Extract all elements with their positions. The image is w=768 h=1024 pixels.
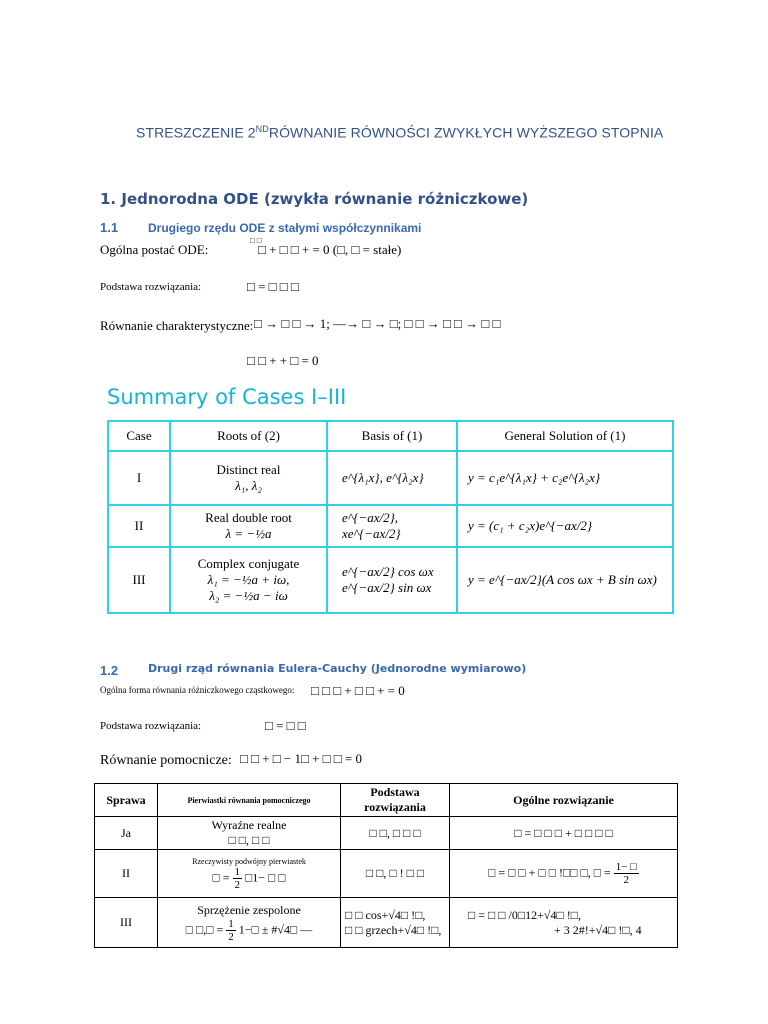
summary-heading: Summary of Cases I–III <box>107 385 347 409</box>
general-form-fraction-top: □ □ <box>250 236 262 245</box>
roots-lhs: □ = <box>212 869 230 884</box>
aux-eq-label: Równanie pomocnicze: <box>100 753 232 768</box>
roots-fraction <box>226 918 236 943</box>
header-solution: Ogólne rozwiązanie <box>450 784 678 817</box>
header-case: Case <box>108 421 170 451</box>
solution-cell: y = (c₁ + c₂x)e^{−ax/2} <box>457 505 673 547</box>
basis-cell: □ □, □ □ □ <box>341 817 450 850</box>
basis-cell <box>327 547 457 613</box>
section11-heading: Drugiego rzędu ODE z stałymi współczynnikami <box>148 221 422 235</box>
aux-eq-equation: □ □ + □ − 1□ + □ □ = 0 <box>240 751 362 766</box>
basis-cell <box>341 898 450 948</box>
solution-text: □ = □ □ + □ □ !□□ □, □ = <box>488 865 611 880</box>
basis-cell: e^{λ₁x}, e^{λ₂x} <box>327 451 457 505</box>
basis-cell: e^{−ax/2}, xe^{−ax/2} <box>327 505 457 547</box>
solution-fraction <box>614 861 639 886</box>
table-header-row <box>108 421 673 451</box>
roots-den: 2 <box>228 930 234 943</box>
euler-basis-equation: □ = □ □ <box>265 718 306 733</box>
solution-cell <box>450 850 678 898</box>
euler-basis-label: Podstawa rozwiązania: <box>100 720 202 732</box>
roots-desc: Distinct real <box>216 462 281 477</box>
roots-cell <box>158 817 341 850</box>
case-cell: I <box>108 451 170 505</box>
solution-den: 2 <box>623 874 629 886</box>
section1-heading: 1. Jednorodna ODE (zwykła równanie różniczkowe) <box>100 190 529 208</box>
table-row <box>95 898 678 948</box>
general-form-label: Ogólna postać ODE: <box>100 242 209 257</box>
basis-2: e^{−ax/2} sin ωx <box>342 580 432 595</box>
header-basis: Basis of (1) <box>327 421 457 451</box>
roots-values: λ = −½a <box>225 526 272 541</box>
table-row <box>95 850 678 898</box>
header-roots: Pierwiastki równania pomocniczego <box>158 784 341 817</box>
basis-1: e^{−ax/2} cos ωx <box>342 564 434 579</box>
roots-desc: Real double root <box>205 510 292 525</box>
header-solution: General Solution of (1) <box>457 421 673 451</box>
case-cell: II <box>95 850 158 898</box>
roots-num: 1 <box>228 917 234 930</box>
solution-cell: □ = □ □ □ + □ □ □ □ <box>450 817 678 850</box>
table-row <box>108 547 673 613</box>
table-row <box>108 505 673 547</box>
solution-cell: y = e^{−ax/2}(A cos ωx + B sin ωx) <box>457 547 673 613</box>
page-title <box>136 124 663 141</box>
roots-values: λ₁, λ₂ <box>235 478 262 493</box>
roots-rhs: □1− □ □ <box>245 869 286 884</box>
title-part2: RÓWNANIE RÓWNOŚCI ZWYKŁYCH WYŻSZEGO STOPNIA <box>268 124 664 141</box>
header-roots: Roots of (2) <box>170 421 327 451</box>
roots-note: Rzeczywisty podwójny pierwiastek <box>192 856 306 866</box>
roots-fraction <box>233 866 243 891</box>
roots-desc: Sprzężenie zespolone <box>197 902 301 917</box>
basis-equation: □ = □ □ □ <box>247 279 299 294</box>
roots-desc: Wyraźne realne <box>211 818 287 832</box>
table-header-row <box>95 784 678 817</box>
case-cell: III <box>108 547 170 613</box>
header-case: Sprawa <box>95 784 158 817</box>
roots-cell <box>170 505 327 547</box>
title-sup: ND <box>255 124 269 134</box>
roots-desc: Complex conjugate <box>197 556 300 571</box>
case-cell: II <box>108 505 170 547</box>
basis-label: Podstawa rozwiązania: <box>100 281 202 293</box>
euler-general-label: Ogólna forma równania różniczkowego cząstkowego: <box>100 685 295 695</box>
table-row <box>108 451 673 505</box>
roots-cell <box>158 850 341 898</box>
title-part1: STRESZCZENIE 2 <box>136 124 256 141</box>
roots-cell <box>170 451 327 505</box>
solution-cell <box>450 898 678 948</box>
basis-1: □ □ cos+√4□ !□, <box>345 907 426 922</box>
section12-number: 1.2 <box>100 663 119 678</box>
header-basis: Podstawa rozwiązania <box>341 784 450 817</box>
roots-values-1: λ₁ = −½a + iω, <box>207 572 290 587</box>
roots-lhs: □ □,□ = <box>185 921 224 936</box>
solution-num: 1− □ <box>615 861 637 873</box>
basis-2: □ □ grzech+√4□ !□, <box>345 922 442 937</box>
roots-cell <box>170 547 327 613</box>
roots-sym: □ □, □ □ <box>228 833 270 847</box>
roots-num: 1 <box>234 865 240 878</box>
roots-values-2: λ₂ = −½a − iω <box>209 588 288 603</box>
solution-1: □ = □ □ /0□12+√4□ !□, <box>468 907 581 922</box>
solution-2: + 3 2#!+√4□ !□, 4 <box>554 922 642 937</box>
char-eq-equation-2: □ □ + + □ = 0 <box>247 353 319 368</box>
char-eq-label: Równanie charakterystyczne: <box>100 318 254 333</box>
roots-den: 2 <box>234 878 240 891</box>
basis-cell: □ □, □ ! □ □ <box>341 850 450 898</box>
section11-number: 1.1 <box>100 220 119 235</box>
case-cell: III <box>95 898 158 948</box>
general-form-equation: □ + □ □ + = 0 (□, □ = stałe) <box>258 242 402 257</box>
roots-cell <box>158 898 341 948</box>
summary-table <box>107 420 674 614</box>
table-row <box>95 817 678 850</box>
char-eq-equation: □ → □ □ → 1; —→ □ → □; □ □ → □ □ → □ □ <box>254 316 501 331</box>
solution-cell: y = c₁e^{λ₁x} + c₂e^{λ₂x} <box>457 451 673 505</box>
euler-general-equation: □ □ □ + □ □ + = 0 <box>311 683 405 698</box>
euler-table <box>94 783 678 948</box>
roots-rhs: 1−□ ± #√4□ — <box>238 921 313 936</box>
section12-heading: Drugi rząd równania Eulera-Cauchy (Jednorodne wymiarowo) <box>148 662 527 675</box>
case-cell: Ja <box>95 817 158 850</box>
